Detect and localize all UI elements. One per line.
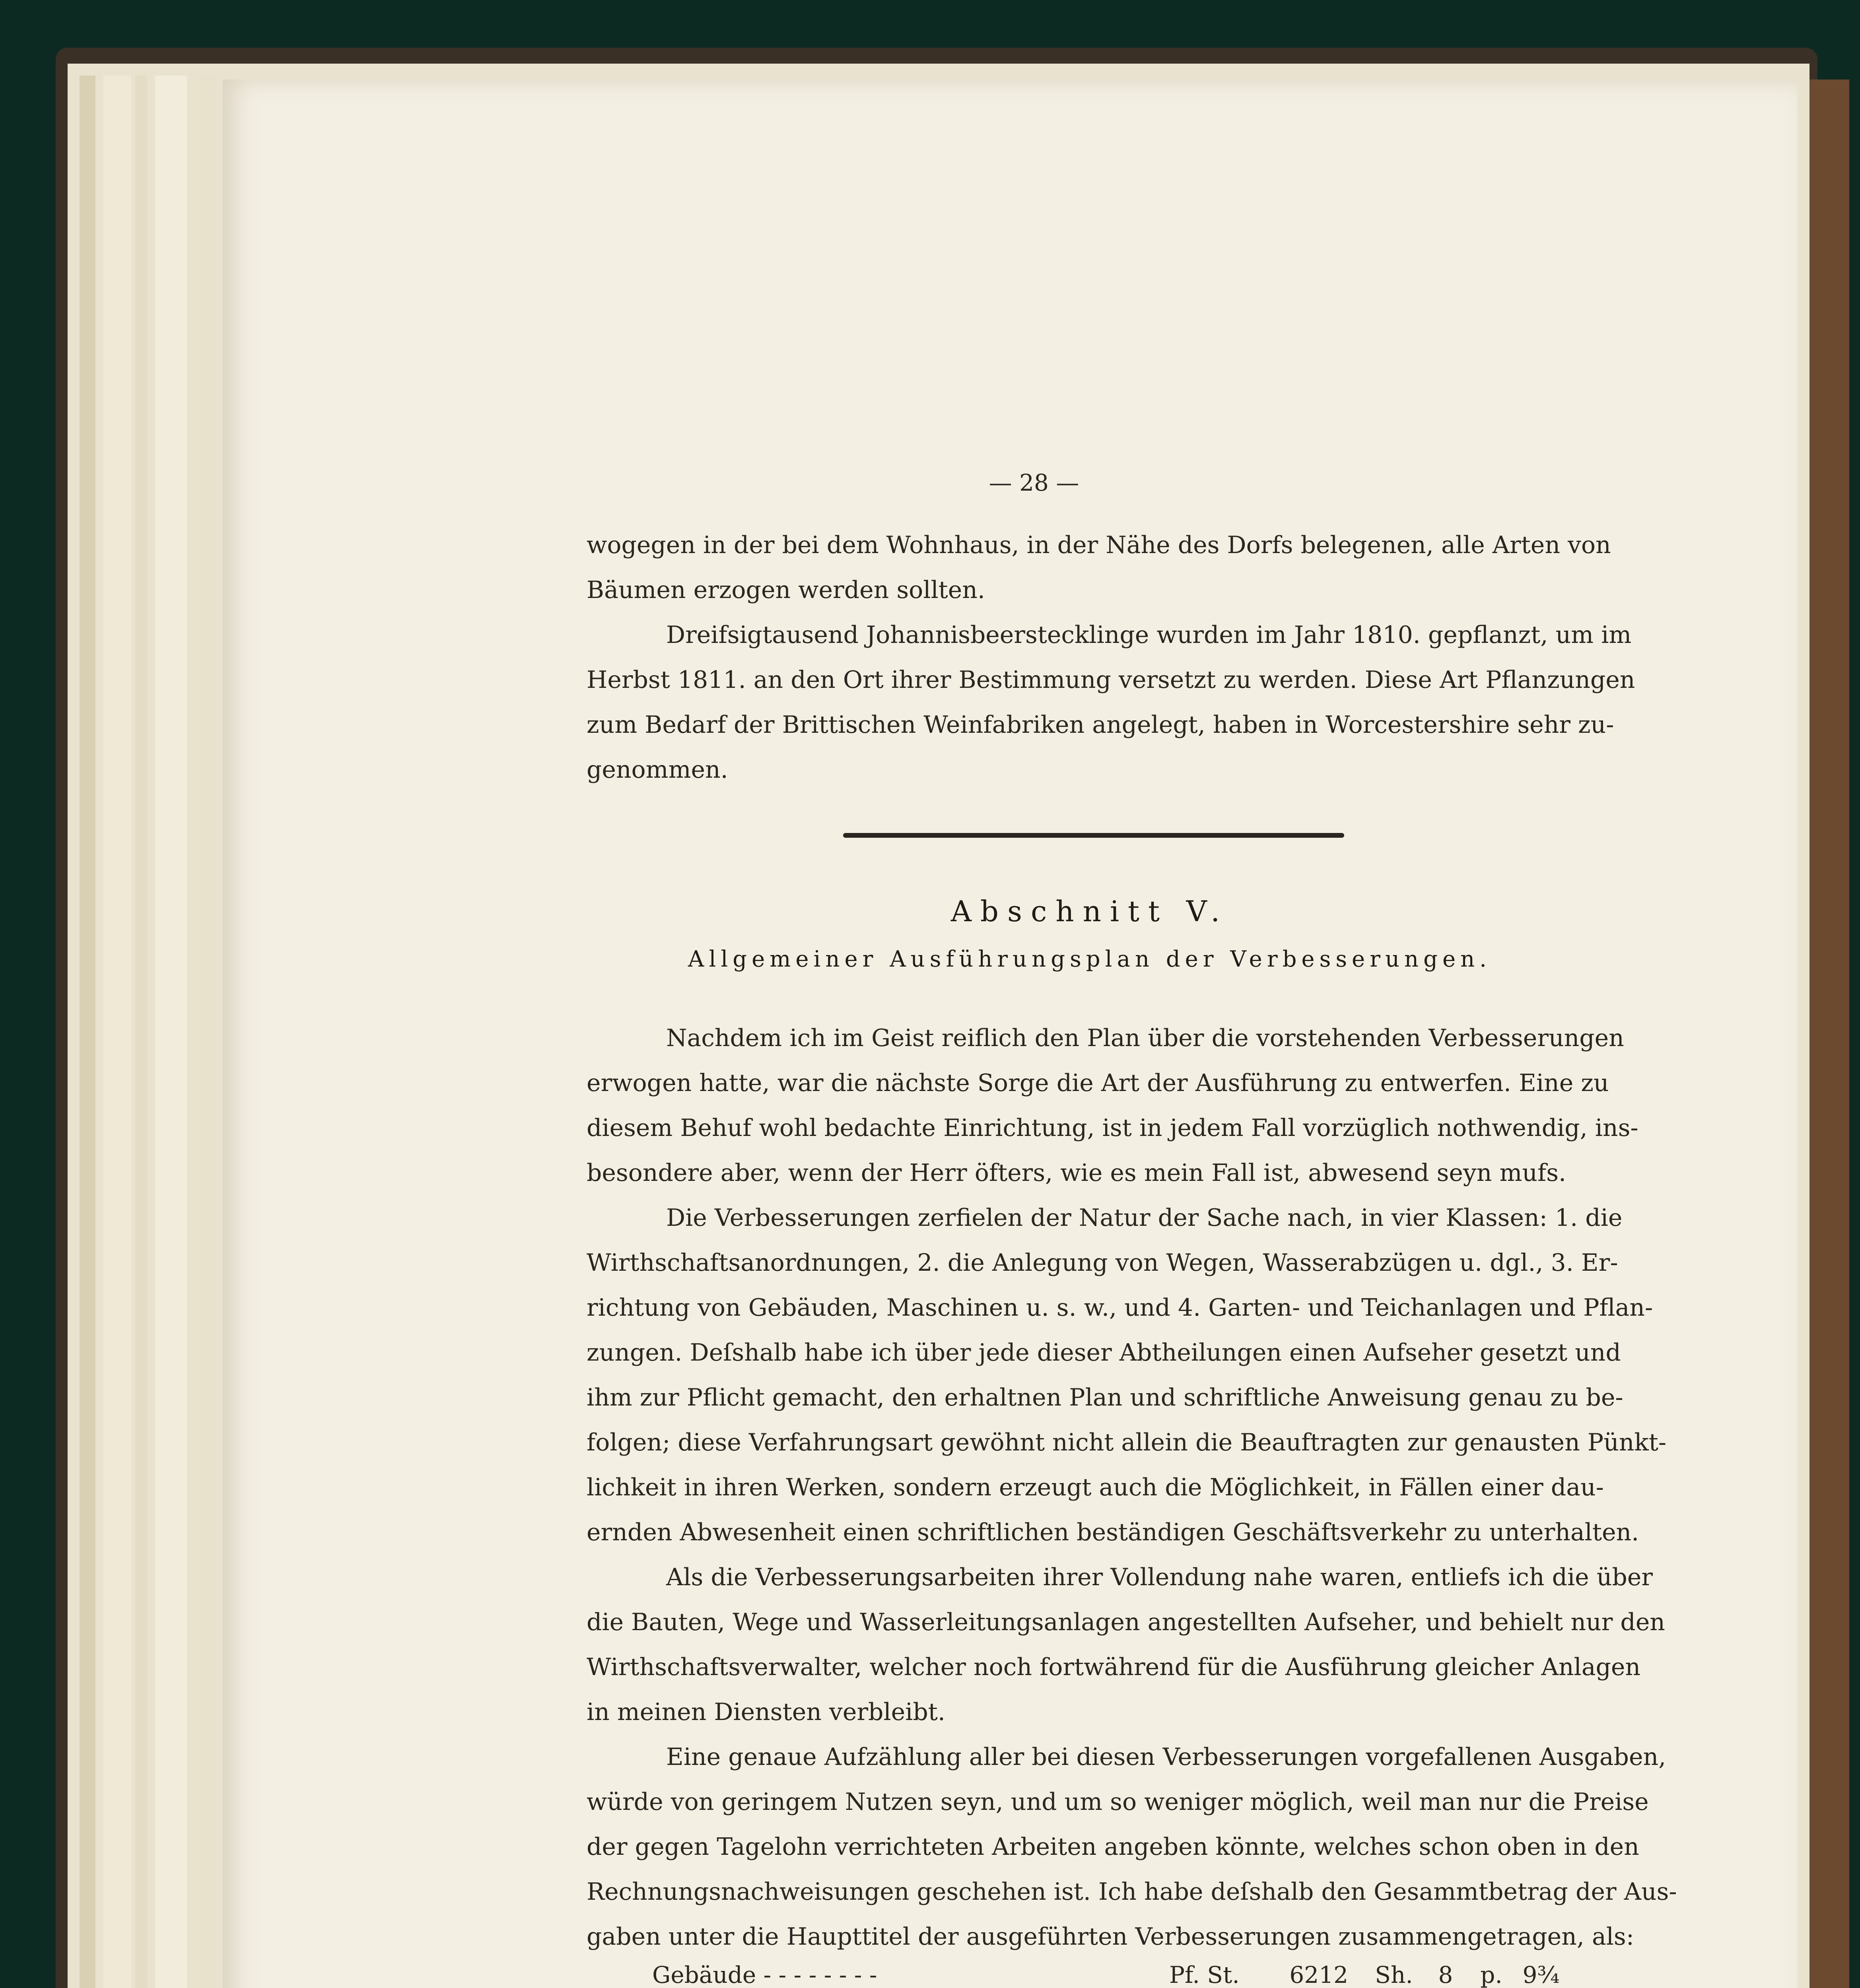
text-line: Bäumen erzogen werden sollten. <box>587 576 985 604</box>
pence-unit: p. <box>1480 1961 1502 1988</box>
expense-table <box>652 1952 1567 1988</box>
body-text-block <box>587 1016 1677 1959</box>
text-line: ernden Abwesenheit einen schriftlichen beständigen Geschäftsverkehr zu unterhalten. <box>587 1518 1639 1546</box>
expense-label: Gebäude - - - - - - - - <box>652 1961 877 1988</box>
text-line: die Bauten, Wege und Wasserleitungsanlagen angestellten Aufseher, und behielt nur den <box>587 1608 1665 1636</box>
text-line: Nachdem ich im Geist reiflich den Plan über die vorstehenden Verbesserungen <box>666 1024 1624 1052</box>
shillings-cell: 8 <box>1438 1961 1453 1988</box>
section-title-text: Abschnitt V. <box>950 895 1229 928</box>
text-line: Eine genaue Aufzählung aller bei diesen Verbesserungen vorgefallenen Ausgaben, <box>666 1743 1666 1771</box>
top-text-block <box>587 523 1635 792</box>
section-title <box>587 895 1860 928</box>
page-edge <box>80 76 95 1988</box>
text-line: diesem Behuf wohl bedachte Einrichtung, ist in jedem Fall vorzüglich nothwendig, ins- <box>587 1114 1638 1142</box>
text-line: würde von geringem Nutzen seyn, und um so weniger möglich, weil man nur die Preise <box>587 1788 1649 1816</box>
text-line: lichkeit in ihren Werken, sondern erzeugt auch die Möglichkeit, in Fällen einer dau- <box>587 1474 1604 1501</box>
text-line: Wirthschaftsanordnungen, 2. die Anlegung von Wegen, Wasserabzügen u. dgl., 3. Er- <box>587 1249 1618 1277</box>
shilling-unit: Sh. <box>1375 1961 1413 1988</box>
text-line: zum Bedarf der Brittischen Weinfabriken angelegt, haben in Worcestershire sehr zu- <box>587 711 1614 739</box>
page-edge <box>199 76 215 1988</box>
section-subtitle: Allgemeiner Ausführungsplan der Verbesserungen. <box>688 946 1491 972</box>
text-line: gaben unter die Haupttitel der ausgeführten Verbesserungen zusammengetragen, als: <box>587 1923 1634 1951</box>
text-line: Wirthschaftsverwalter, welcher noch fortwährend für die Ausführung gleicher Anlagen <box>587 1653 1641 1681</box>
pounds-cell: 6212 <box>1289 1961 1348 1988</box>
text-line: wogegen in der bei dem Wohnhaus, in der Nähe des Dorfs belegenen, alle Arten von <box>587 531 1611 559</box>
text-line: zungen. Deſshalb habe ich über jede dieser Abtheilungen einen Aufseher gesetzt und <box>587 1339 1621 1367</box>
text-line: ihm zur Pflicht gemacht, den erhaltnen Plan und schriftliche Anweisung genau zu be- <box>587 1384 1623 1411</box>
section-divider <box>843 833 1344 838</box>
text-line: Die Verbesserungen zerfielen der Natur der Sache nach, in vier Klassen: 1. die <box>666 1204 1623 1232</box>
text-line: Rechnungsnachweisungen geschehen ist. Ich habe deſshalb den Gesammtbetrag der Aus- <box>587 1878 1677 1906</box>
page-edge <box>103 76 131 1988</box>
text-line: der gegen Tagelohn verrichteten Arbeiten angeben könnte, welches schon oben in den <box>587 1833 1639 1861</box>
text-line: Herbst 1811. an den Ort ihrer Bestimmung versetzt zu werden. Diese Art Pflanzungen <box>587 666 1635 694</box>
text-line: folgen; diese Verfahrungsart gewöhnt nicht allein die Beauftragten zur genausten Pünkt- <box>587 1429 1667 1456</box>
text-line: genommen. <box>587 756 728 784</box>
table-row <box>652 1952 1567 1988</box>
pence-cell: 9¾ <box>1522 1961 1560 1988</box>
page-number: — 28 — <box>989 469 1079 496</box>
page-edge <box>135 76 147 1988</box>
currency-cell: Pf. St. <box>1169 1961 1240 1988</box>
text-line: in meinen Diensten verbleibt. <box>587 1698 945 1726</box>
text-line: Dreifsigtausend Johannisbeerstecklinge wurden im Jahr 1810. gepflanzt, um im <box>666 621 1632 649</box>
text-line: Als die Verbesserungsarbeiten ihrer Vollendung nahe waren, entliefs ich die über <box>666 1563 1653 1591</box>
page-edge <box>155 76 187 1988</box>
text-line: erwogen hatte, war die nächste Sorge die Art der Ausführung zu entwerfen. Eine zu <box>587 1069 1609 1097</box>
text-line: besondere aber, wenn der Herr öfters, wie es mein Fall ist, abwesend seyn mufs. <box>587 1159 1567 1187</box>
text-line: richtung von Gebäuden, Maschinen u. s. w., und 4. Garten- und Teichanlagen und Pflan- <box>587 1294 1653 1322</box>
